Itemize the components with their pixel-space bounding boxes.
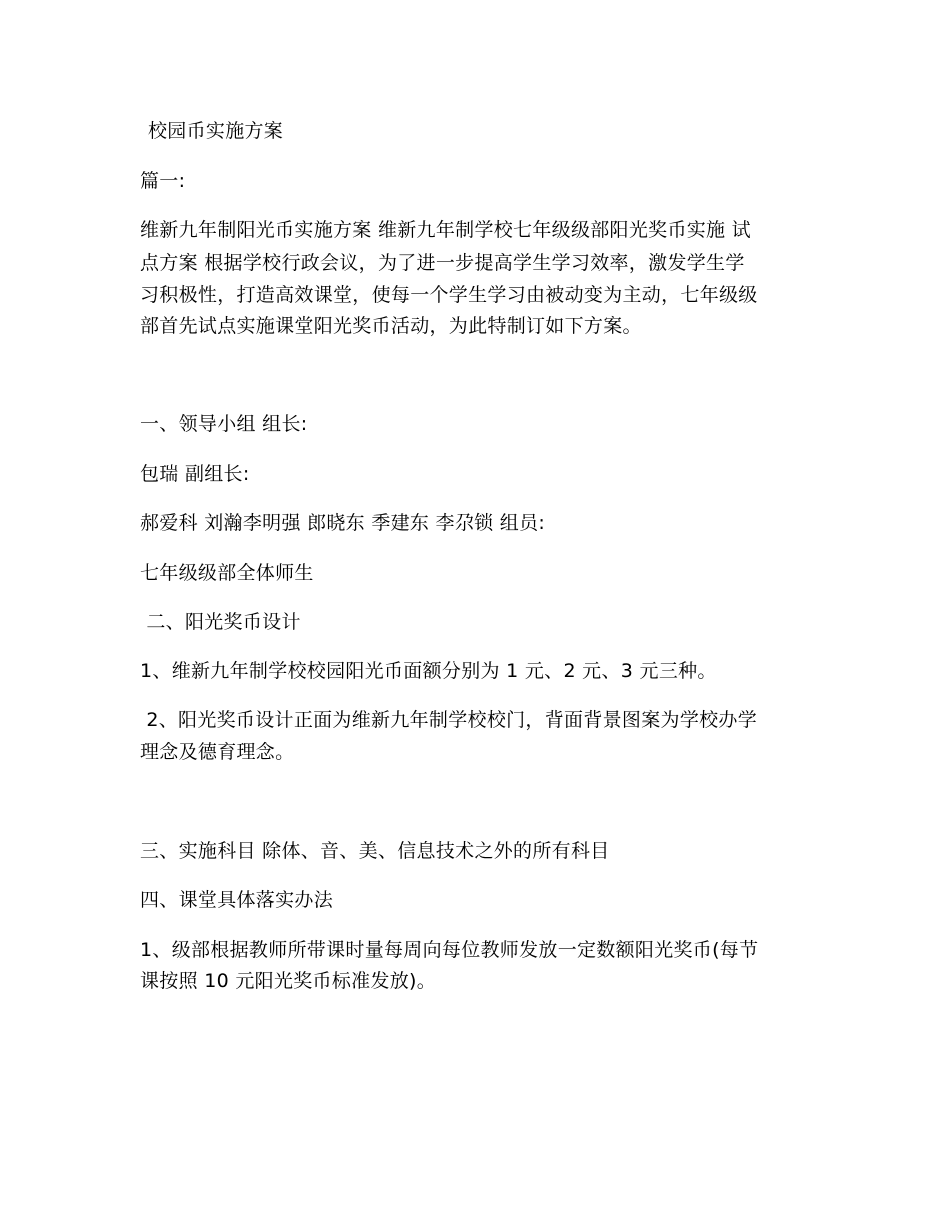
deputy-line: 郝爱科 刘瀚李明强 郎晓东 季建东 李尕锁 组员: bbox=[140, 512, 546, 534]
design-item-1: 1、维新九年制学校校园阳光币面额分别为 1 元、2 元、3 元三种。 bbox=[140, 660, 717, 682]
implementation-heading: 四、课堂具体落实办法 bbox=[140, 889, 334, 911]
subjects-heading: 三、实施科目 除体、音、美、信息技术之外的所有科目 bbox=[140, 840, 610, 862]
leader-line: 包瑞 副组长: bbox=[140, 463, 250, 485]
design-heading: 二、阳光奖币设计 bbox=[140, 611, 301, 633]
section-label: 篇一: bbox=[140, 170, 186, 192]
intro-line: 习积极性，打造高效课堂，使每一个学生学习由被动变为主动，七年级级 bbox=[140, 284, 758, 306]
intro-line: 点方案 根据学校行政会议，为了进一步提高学生学习效率，激发学生学 bbox=[140, 252, 745, 274]
members-line: 七年级级部全体师生 bbox=[140, 562, 314, 584]
document-title: 校园币实施方案 bbox=[148, 120, 284, 142]
design-item-2-line: 2、阳光奖币设计正面为维新九年制学校校门，背面背景图案为学校办学 bbox=[140, 709, 758, 731]
intro-line: 部首先试点实施课堂阳光奖币活动，为此特制订如下方案。 bbox=[140, 315, 642, 337]
design-item-2-line: 理念及德育理念。 bbox=[140, 741, 295, 763]
leadership-heading: 一、领导小组 组长: bbox=[140, 413, 308, 435]
intro-line: 维新九年制阳光币实施方案 维新九年制学校七年级级部阳光奖币实施 试 bbox=[140, 219, 751, 241]
implementation-item-1-line: 课按照 10 元阳光奖币标准发放)。 bbox=[140, 970, 437, 992]
implementation-item-1-line: 1、级部根据教师所带课时量每周向每位教师发放一定数额阳光奖币(每节 bbox=[140, 939, 759, 961]
